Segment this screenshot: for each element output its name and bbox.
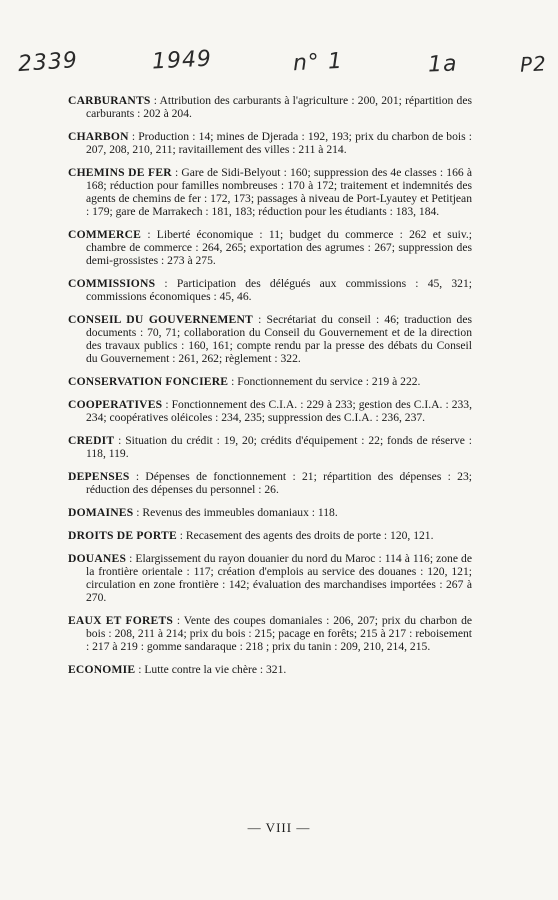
index-text: : Production : 14; mines de Djerada : 192, 193; prix du charbon de bois : 207, 208, 210, 211; ravitaillement des villes : 211 à 214. xyxy=(86,130,472,156)
index-entry xyxy=(68,434,472,460)
handwritten-mark: P2 xyxy=(519,51,548,77)
index-term: DOUANES xyxy=(68,552,127,565)
index-term: CARBURANTS xyxy=(68,94,151,107)
index-term: CHEMINS DE FER xyxy=(68,166,172,179)
index-term: COMMERCE xyxy=(68,228,142,241)
index-term: DOMAINES xyxy=(68,506,134,519)
index-term: DEPENSES xyxy=(68,470,130,483)
index-text: : Lutte contre la vie chère : 321. xyxy=(135,663,287,676)
handwritten-mark: 1949 xyxy=(151,46,213,75)
index-term: COMMISSIONS xyxy=(68,277,156,290)
index-text: : Liberté économique : 11; budget du commerce : 262 et suiv.; chambre de commerce : 264, 265; exportation des agrumes : 267; suppression des demi-grossistes : 273 à 275. xyxy=(86,228,472,267)
index-text: : Dépenses de fonctionnement : 21; répartition des dépenses : 23; réduction des dépenses du personnel : 26. xyxy=(86,470,472,496)
index-entry xyxy=(68,166,472,218)
index-term: EAUX ET FORETS xyxy=(68,614,174,627)
index-text: : Participation des délégués aux commissions : 45, 321; commissions économiques : 45, 46. xyxy=(86,277,472,303)
index-entry xyxy=(68,470,472,496)
index-entry xyxy=(68,506,472,519)
index-text: : Elargissement du rayon douanier du nord du Maroc : 114 à 116; zone de la frontière orientale : 117; création d'emplois au service des douanes : 120, 121; circulation en zone frontière : 142; évaluation des marchandises importées : 267 à 270. xyxy=(86,552,472,604)
index-entry xyxy=(68,529,472,542)
index-text: : Recasement des agents des droits de porte : 120, 121. xyxy=(176,529,434,542)
index-entry xyxy=(68,552,472,604)
index-entry xyxy=(68,313,472,365)
index-entry xyxy=(68,398,472,424)
index-term: DROITS DE PORTE xyxy=(68,529,177,542)
index-term: COOPERATIVES xyxy=(68,398,163,411)
index-entry xyxy=(68,614,472,653)
index-term: CONSEIL DU GOUVERNEMENT xyxy=(68,313,253,326)
index-entry xyxy=(68,277,472,303)
index-list xyxy=(68,94,472,686)
index-text: : Fonctionnement des C.I.A. : 229 à 233; gestion des C.I.A. : 233, 234; coopératives oléicoles : 234, 235; suppression des C.I.A. : 236, 237. xyxy=(86,398,472,424)
handwritten-mark: 2339 xyxy=(17,47,79,78)
index-term: CREDIT xyxy=(68,434,115,447)
handwritten-mark: 1a xyxy=(427,51,458,78)
index-term: CHARBON xyxy=(68,130,129,143)
index-text: : Situation du crédit : 19, 20; crédits d'équipement : 22; fonds de réserve : 118, 119. xyxy=(86,434,472,460)
index-text: : Revenus des immeubles domaniaux : 118. xyxy=(133,506,338,519)
page-number: — VIII — xyxy=(247,820,311,835)
index-entry xyxy=(68,130,472,156)
index-entry xyxy=(68,228,472,267)
index-text: : Gare de Sidi-Belyout : 160; suppression des 4e classes : 166 à 168; réduction pour familles nombreuses : 170 à 172; traitement et indemnités des agents de chemins de fer : 172, 173; passages à niveau de Port-Lyautey et Petitjean : 179; gare de Marrakech : 181, 183; réduction pour les étudiants : 183, 184. xyxy=(86,166,472,218)
index-text: : Secrétariat du conseil : 46; traduction des documents : 70, 71; collaboration du Conseil du Gouvernement et de la direction des travaux publics : 160, 161; compte rendu par la presse des débats du Conseil du Gouvernement : 261, 262; règlement : 322. xyxy=(86,313,472,365)
index-entry xyxy=(68,663,472,676)
index-entry xyxy=(68,375,472,388)
index-text: : Vente des coupes domaniales : 206, 207; prix du charbon de bois : 208, 211 à 214; prix du bois : 215; pacage en forêts; 215 à 217 : reboisement : 217 à 219 : gomme sandaraque : 218 ; prix du tanin : 209, 210, 214, 215. xyxy=(86,614,473,653)
index-text: : Attribution des carburants à l'agriculture : 200, 201; répartition des carburants : 202 à 204. xyxy=(86,94,472,120)
index-text: : Fonctionnement du service : 219 à 222. xyxy=(228,375,421,388)
index-term: ECONOMIE xyxy=(68,663,136,676)
index-entry xyxy=(68,94,472,120)
handwritten-mark: n° 1 xyxy=(292,48,344,77)
index-term: CONSERVATION FONCIERE xyxy=(68,375,229,388)
